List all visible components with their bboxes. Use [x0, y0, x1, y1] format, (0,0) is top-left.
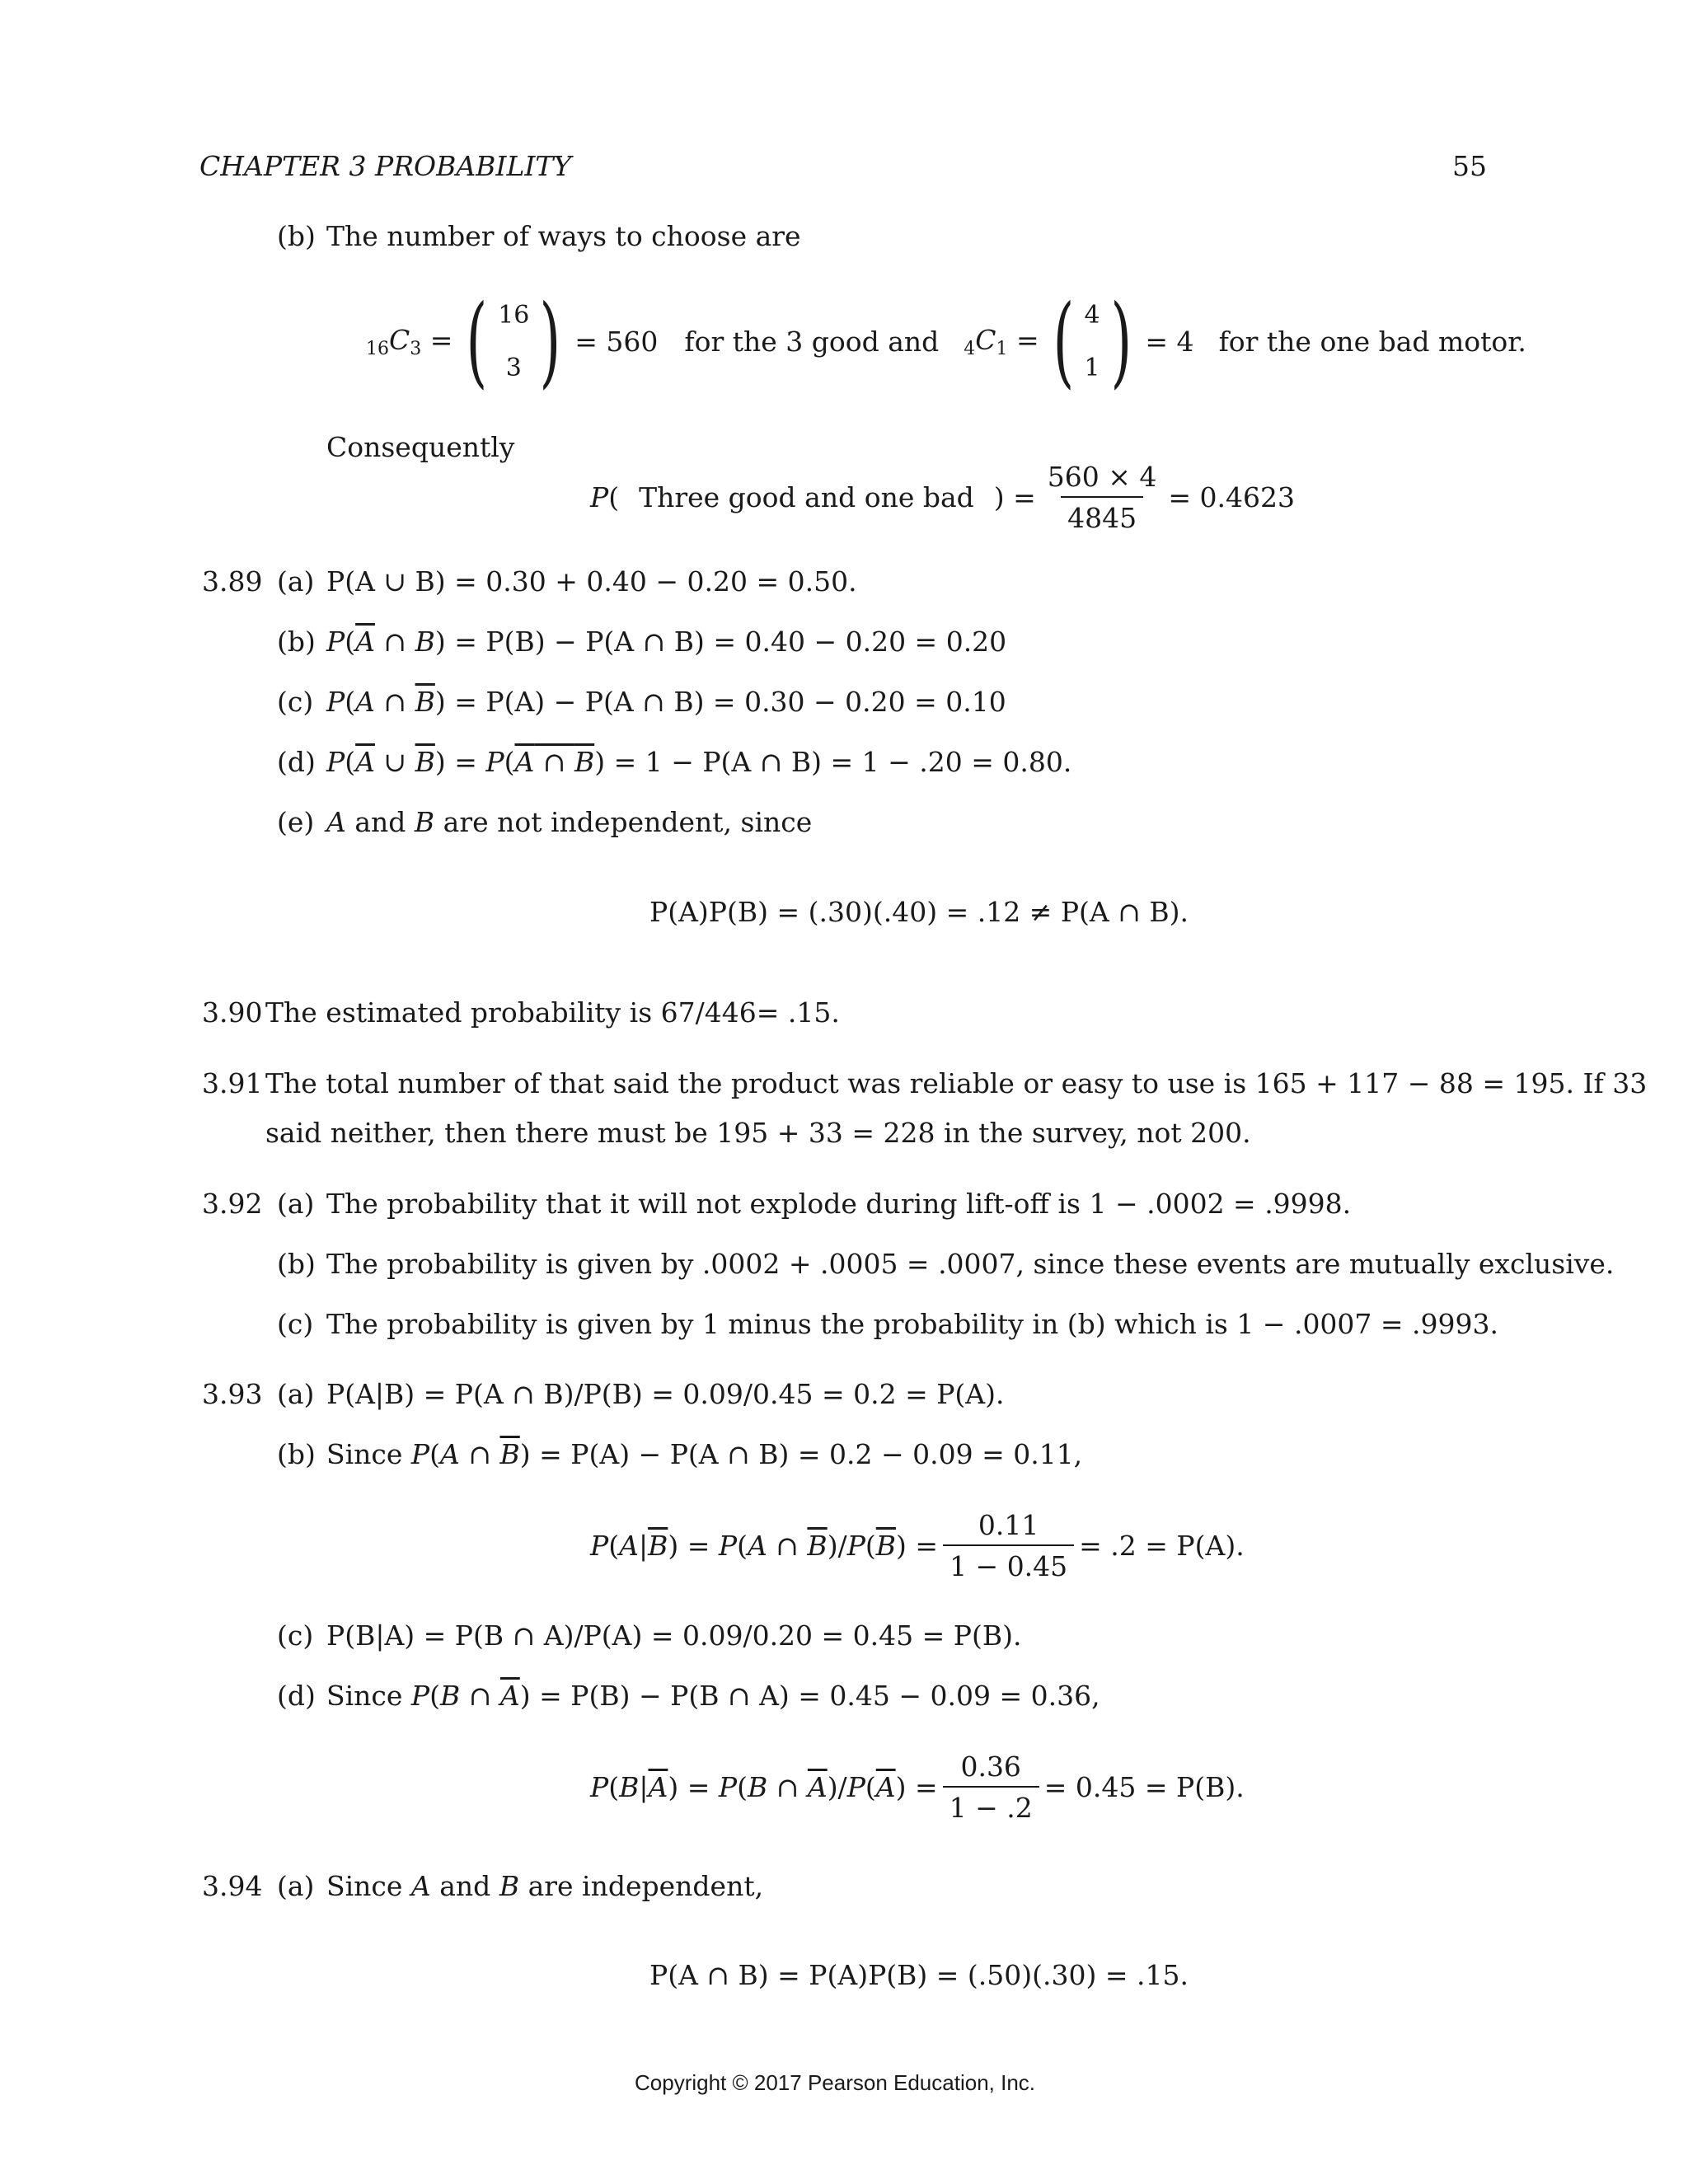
part-e-text: A and B are not independent, since [326, 806, 813, 838]
problem-number: 3.90 [202, 996, 263, 1029]
problem-number: 3.94 [202, 1870, 263, 1902]
result-value: = 0.45 = P(B). [1043, 1770, 1245, 1803]
part-label: (b) [277, 1438, 316, 1470]
part-label: (b) [277, 220, 316, 252]
part-a-text: The probability that it will not explode during lift-off is 1 − .0002 = .9998. [326, 1188, 1352, 1220]
good-text: for the 3 good and [684, 326, 940, 359]
part-c-text: The probability is given by 1 minus the probability in (b) which is 1 − .0007 = .9993. [326, 1308, 1499, 1340]
combination-16c3: $_{16}C_3$ = [366, 323, 453, 359]
value-4: = 4 [1145, 326, 1194, 359]
part-label: (a) [277, 1870, 315, 1902]
problem-number: 3.91 [202, 1067, 263, 1099]
independence-equation: P(A)P(B) = (.30)(.40) = .12 ≠ P(A ∩ B). [649, 896, 1189, 928]
problem-text-line: The total number of that said the product was reliable or easy to use is 165 + 117 − 88 = 195. If 33 [265, 1067, 1648, 1099]
conditional-equation-d: $P(B|\overline{A}) = P(B$ ∩ $\overline{A})/P(\overline{A})$ = $\frac{0.36}{1 - .2}$ = 0.45 = P(B). [590, 1750, 1245, 1824]
part-label: (a) [277, 1378, 315, 1410]
probability-equation: P ( Three good and one bad ) = $\frac{560 \times 4}{4845}$ = 0.4623 [590, 461, 1296, 534]
part-c-equation: P(A ∩ $\overline{B}) = P(A) - P(A$ ∩ B) = 0.30 − 0.20 = 0.10 [326, 686, 1006, 718]
binomial-16-3: ( 16 3 ) [466, 284, 561, 399]
part-a-text: Since A and B are independent, [326, 1870, 764, 1902]
part-b-equation: Since P(A ∩ $\overline{B}) = P(A) - P(A$ ∩ B) = 0.2 − 0.09 = 0.11, [326, 1438, 1083, 1470]
part-label: (c) [277, 1619, 314, 1652]
product-equation: P(A ∩ B) = P(A)P(B) = (.50)(.30) = .15. [649, 1959, 1189, 1991]
event-text: Three good and one bad [639, 480, 974, 513]
bad-text: for the one bad motor. [1218, 326, 1526, 359]
combination-4c1: $_4C_1$ = [964, 323, 1039, 359]
part-label: (b) [277, 1248, 316, 1280]
fraction: $\frac{0.36}{1 - .2}$ [943, 1751, 1039, 1824]
result-value: = .2 = P(A). [1079, 1529, 1245, 1562]
page-number: 55 [1452, 150, 1487, 182]
part-label: (d) [277, 1680, 316, 1712]
part-a-equation: P(A ∪ B) = 0.30 + 0.40 − 0.20 = 0.50. [326, 565, 857, 598]
part-label: (c) [277, 1308, 314, 1340]
part-d-equation: $P(\overline{A}$ ∪ $\overline{B}) = P(A$ ∩ B) = 1 − P(A ∩ B) = 1 − .20 = 0.80. [326, 746, 1072, 778]
part-label: (d) [277, 746, 316, 778]
intro-text: The number of ways to choose are [326, 220, 801, 252]
result-value: = 0.4623 [1168, 480, 1296, 513]
part-label: (a) [277, 1188, 315, 1220]
part-label: (e) [277, 806, 315, 838]
copyright-footer: Copyright © 2017 Pearson Education, Inc. [635, 2070, 1036, 2095]
combination-equation [366, 284, 1526, 399]
problem-number: 3.93 [202, 1378, 263, 1410]
part-label: (b) [277, 626, 316, 658]
part-label: (c) [277, 686, 314, 718]
part-b-equation: $P(\overline{A}$ ∩ B) = P(B) − P(A ∩ B) = 0.40 − 0.20 = 0.20 [326, 626, 1007, 658]
part-d-equation: Since P(B ∩ $\overline{A}) = P(B) - P(B$ ∩ A) = 0.45 − 0.09 = 0.36, [326, 1680, 1100, 1712]
binomial-4-1: ( 4 1 ) [1053, 284, 1132, 399]
part-label: (a) [277, 565, 315, 598]
conditional-equation-b: $P(A|\overline{B}) = P(A$ ∩ $\overline{B})/P(\overline{B})$ = $\frac{0.11}{1 - 0.45}$ = .2 = P(A). [590, 1509, 1245, 1582]
fraction: $\frac{0.11}{1 - 0.45}$ [943, 1510, 1074, 1582]
part-a-equation: P(A|B) = P(A ∩ B)/P(B) = 0.09/0.45 = 0.2 = P(A). [326, 1378, 1005, 1410]
problem-text-line: said neither, then there must be 195 + 33 = 228 in the survey, not 200. [265, 1117, 1251, 1149]
consequently-text: Consequently [326, 431, 515, 463]
problem-number: 3.92 [202, 1188, 263, 1220]
part-b-text: The probability is given by .0002 + .0005 = .0007, since these events are mutually exclusive. [326, 1248, 1615, 1280]
value-560: = 560 [574, 326, 659, 359]
problem-number: 3.89 [202, 565, 263, 598]
problem-text: The estimated probability is 67/446= .15. [265, 996, 840, 1029]
fraction: $\frac{560 \times 4}{4845}$ [1047, 461, 1157, 534]
running-header: CHAPTER 3 PROBABILITY [199, 150, 572, 182]
part-c-equation: P(B|A) = P(B ∩ A)/P(A) = 0.09/0.20 = 0.45 = P(B). [326, 1619, 1022, 1652]
